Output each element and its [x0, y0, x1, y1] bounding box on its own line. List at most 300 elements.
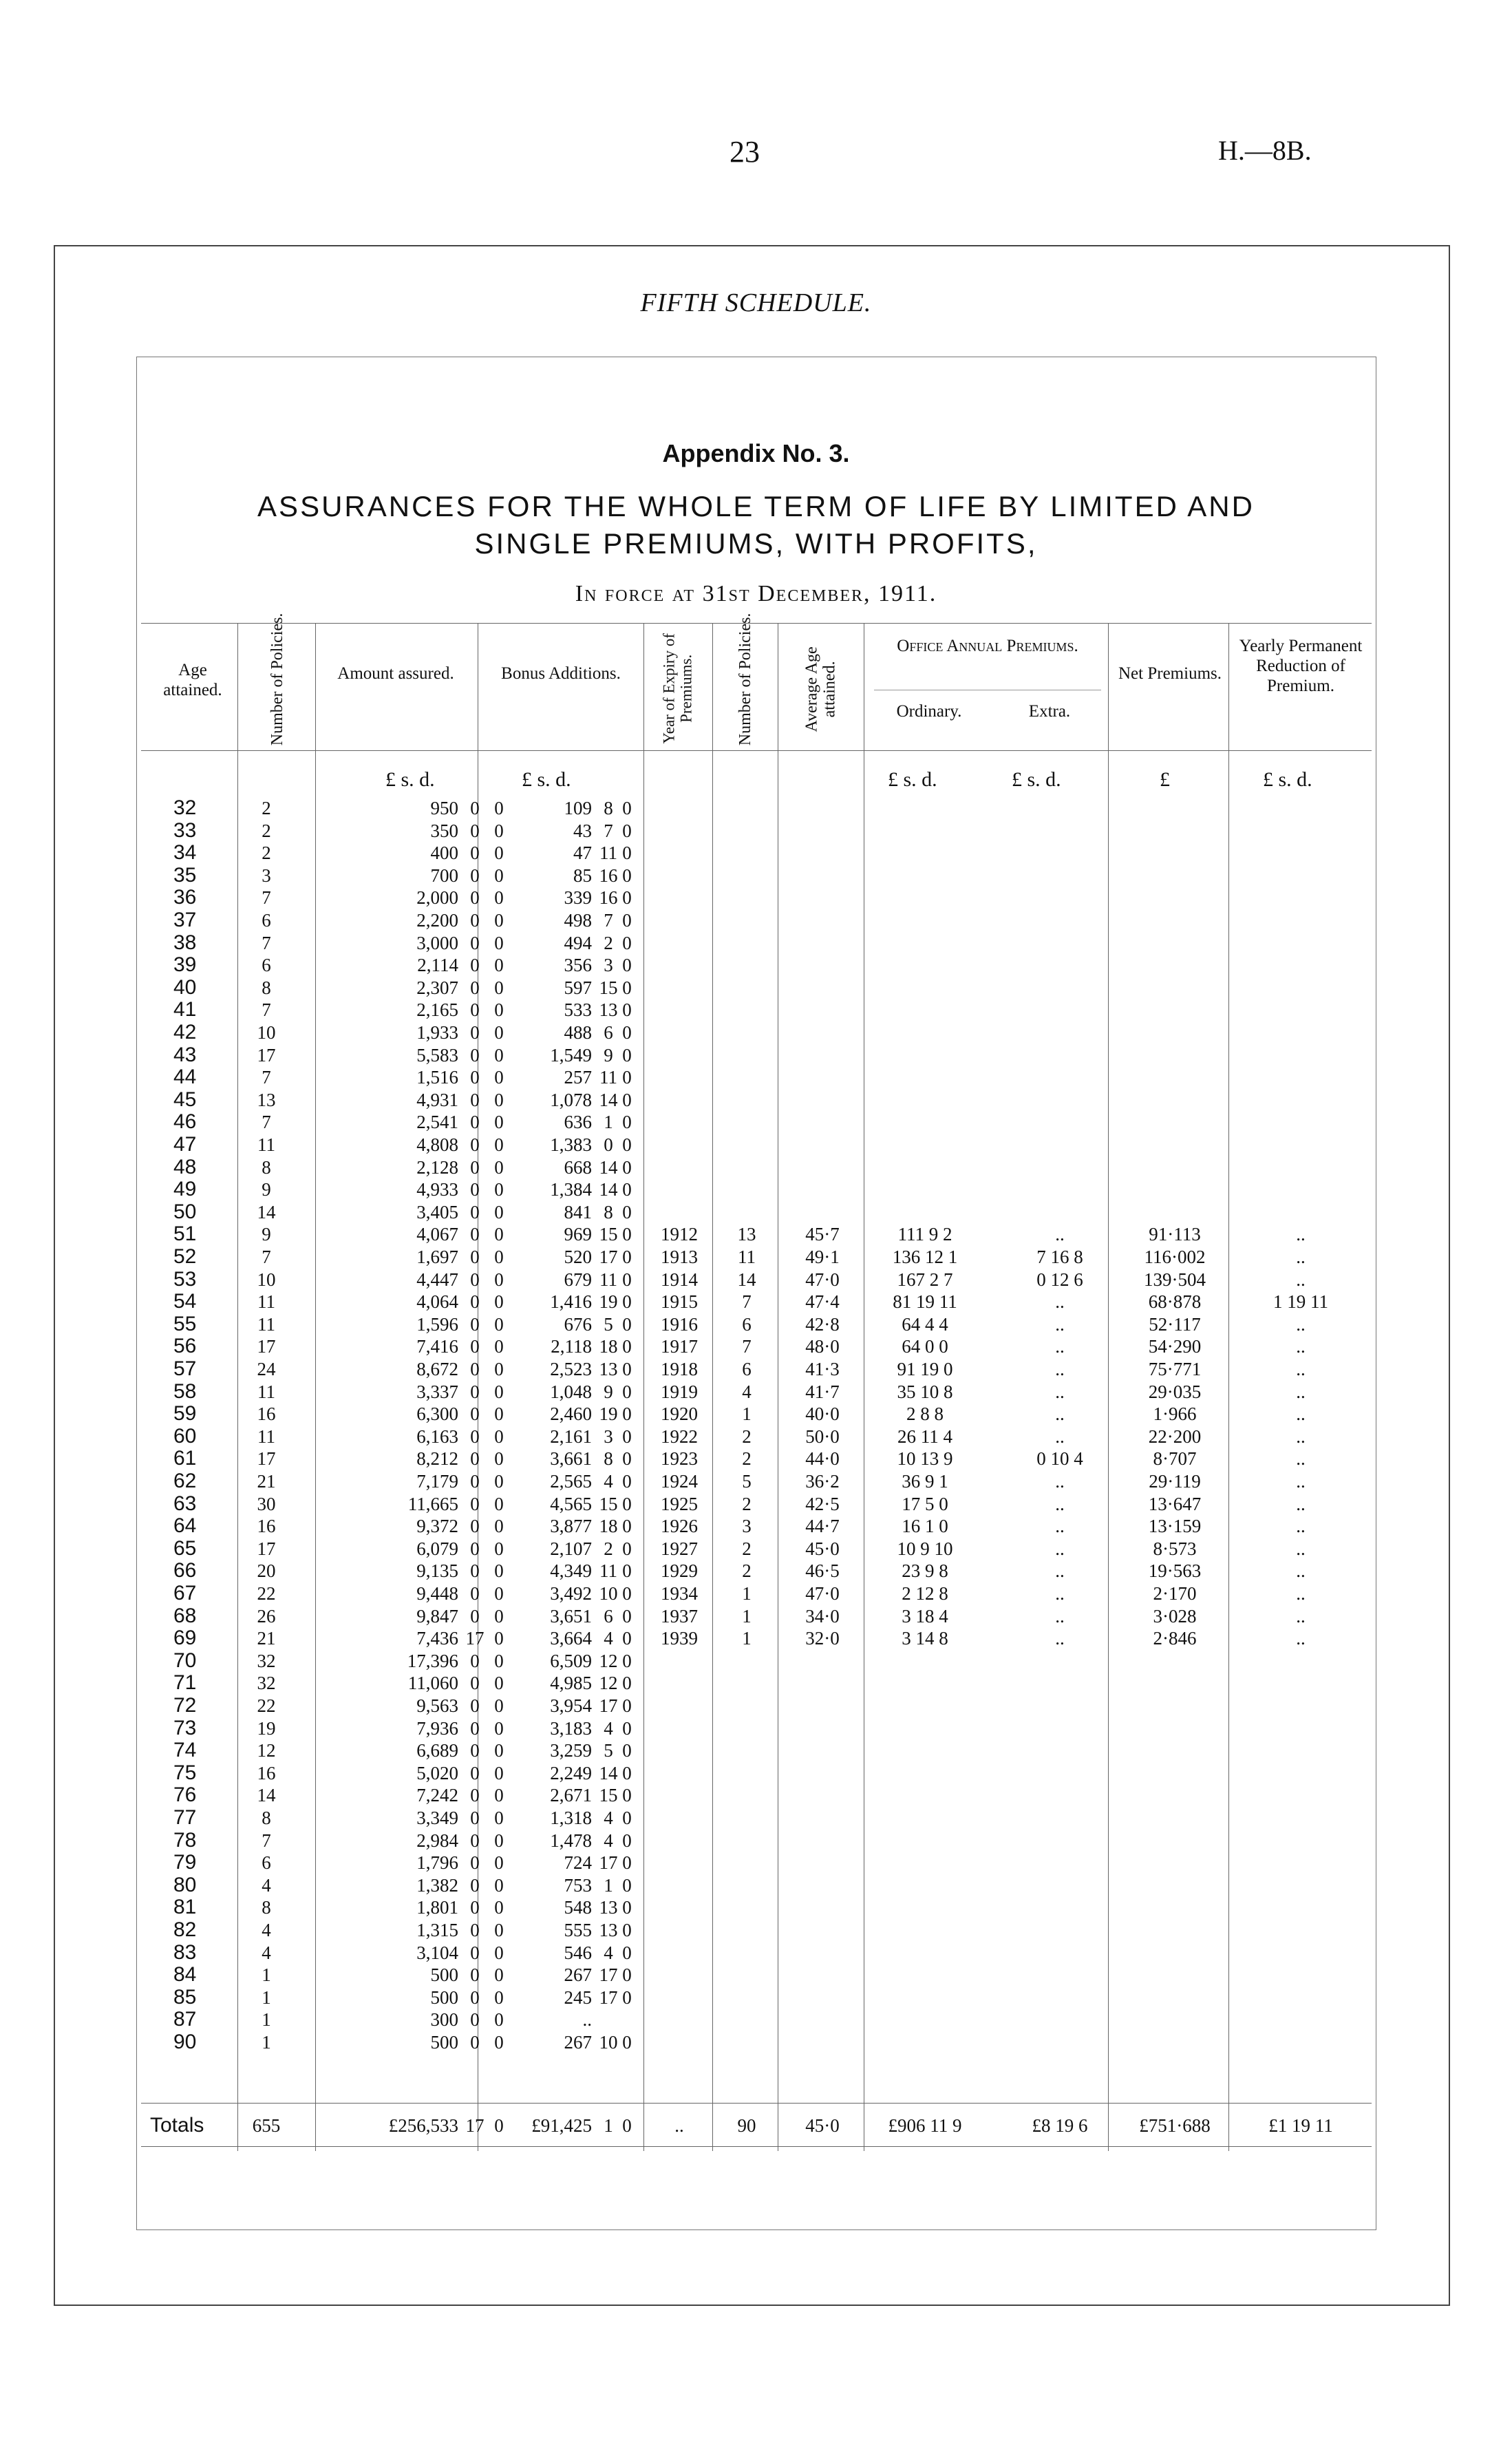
cell-bonus: 1,078: [550, 1089, 592, 1110]
cell-bonus-shillings: 17: [599, 1852, 618, 1874]
cell-bonus-shillings: 8: [604, 1448, 613, 1470]
table-row: [0, 1358, 1512, 1380]
table-row: [0, 932, 1512, 954]
cell-reduction: ..: [1296, 1516, 1306, 1537]
cell-amount-shillings: 0: [470, 1808, 480, 1828]
cell-bonus-shillings: 4: [604, 1942, 613, 1963]
bonus-units: £ s. d.: [522, 768, 571, 791]
cell-bonus: 339: [564, 887, 592, 909]
table-row: [0, 1156, 1512, 1178]
cell-net: 68·878: [1148, 1291, 1202, 1313]
cell-bonus-pence: 0: [622, 1964, 632, 1986]
cell-number-policies: 16: [257, 1516, 276, 1537]
table-row: [0, 1762, 1512, 1784]
cell-amount-pence: 0: [494, 1717, 504, 1739]
cell-number-policies: 9: [262, 1179, 271, 1200]
cell-bonus-pence: 0: [622, 1426, 632, 1447]
cell-year-expiry: 1927: [661, 1538, 698, 1559]
cell-bonus: 3,651: [550, 1605, 592, 1627]
cell-bonus-shillings: 13: [599, 1359, 618, 1379]
cell-bonus: 668: [564, 1156, 592, 1178]
cell-reduction: ..: [1296, 1247, 1306, 1267]
cell-number-policies: 8: [262, 1808, 271, 1828]
totals-bottom-rule: [141, 2146, 1372, 2147]
cell-bonus-shillings: 2: [604, 932, 613, 953]
cell-average-age: 45·0: [805, 1538, 840, 1559]
cell-bonus-pence: 0: [622, 1471, 632, 1492]
cell-amount: 400: [430, 843, 458, 864]
cell-amount-pence: 0: [494, 1022, 504, 1043]
cell-amount: 5,020: [416, 1762, 458, 1783]
cell-bonus: 2,671: [550, 1785, 592, 1806]
table-row: [0, 1291, 1512, 1313]
cell-amount-pence: 0: [494, 1156, 504, 1178]
cell-amount-pence: 0: [494, 1112, 504, 1133]
cell-net: 75·771: [1148, 1359, 1202, 1379]
cell-bonus-shillings: 19: [599, 1403, 618, 1425]
cell-bonus-shillings: 3: [604, 955, 613, 976]
table-row: [0, 1515, 1512, 1537]
cell-bonus: 1,048: [550, 1381, 592, 1402]
cell-bonus-pence: 0: [622, 1830, 632, 1851]
cell-number-policies: 17: [257, 1336, 276, 1357]
cell-net: 22·200: [1148, 1426, 1202, 1447]
cell-age: 81: [173, 1896, 197, 1919]
cell-bonus-shillings: 15: [599, 1785, 618, 1806]
cell-bonus-shillings: 17: [599, 1247, 618, 1267]
cell-bonus-shillings: 4: [604, 1808, 613, 1828]
table-row: [0, 797, 1512, 819]
table-row: [0, 1426, 1512, 1448]
cell-bonus-shillings: 17: [599, 1987, 618, 2008]
cell-bonus-shillings: 17: [599, 1964, 618, 1986]
table-row: [0, 999, 1512, 1021]
table-row: [0, 1134, 1512, 1156]
cell-bonus-pence: 0: [622, 999, 632, 1021]
cell-age: 49: [173, 1178, 197, 1201]
cell-bonus-pence: 0: [622, 1717, 632, 1739]
cell-bonus: 548: [564, 1897, 592, 1918]
cell-number-policies-2: 1: [742, 1583, 752, 1604]
cell-amount-pence: 0: [494, 865, 504, 886]
cell-reduction: ..: [1296, 1313, 1306, 1335]
cell-year-expiry: 1913: [661, 1247, 698, 1267]
cell-amount-pence: 0: [494, 1448, 504, 1470]
cell-number-policies: 1: [262, 2032, 271, 2053]
cell-age: 33: [173, 818, 197, 842]
cell-year-expiry: 1914: [661, 1269, 698, 1290]
cell-bonus: 724: [564, 1852, 592, 1874]
cell-bonus-shillings: 6: [604, 1022, 613, 1043]
cell-age: 41: [173, 998, 197, 1021]
cell-age: 50: [173, 1200, 197, 1223]
cell-bonus-shillings: 8: [604, 1201, 613, 1222]
cell-number-policies: 2: [262, 820, 271, 841]
cell-age: 36: [173, 886, 197, 909]
cell-bonus: 2,523: [550, 1359, 592, 1379]
cell-amount-pence: 0: [494, 1089, 504, 1110]
cell-amount-shillings: 0: [470, 932, 480, 953]
cell-net: 13·647: [1148, 1493, 1202, 1514]
totals-number-policies: 655: [252, 2115, 281, 2136]
cell-number-policies: 7: [262, 1067, 271, 1088]
cell-bonus-shillings: 10: [599, 2032, 618, 2053]
cell-bonus-shillings: 7: [604, 820, 613, 841]
cell-bonus-shillings: 18: [599, 1516, 618, 1537]
cell-bonus-pence: 0: [622, 1628, 632, 1649]
cell-year-expiry: 1929: [661, 1560, 698, 1582]
header-bonus-additions: Bonus Additions.: [501, 664, 621, 683]
cell-bonus: 3,259: [550, 1740, 592, 1761]
table-row: [0, 1111, 1512, 1133]
cell-age: 71: [173, 1671, 197, 1695]
cell-amount-pence: 0: [494, 1201, 504, 1222]
cell-year-expiry: 1934: [661, 1583, 698, 1604]
table-row: [0, 1089, 1512, 1111]
cell-reduction: ..: [1296, 1628, 1306, 1649]
cell-year-expiry: 1915: [661, 1291, 698, 1313]
cell-net: 3·028: [1153, 1605, 1197, 1627]
cell-bonus-pence: 0: [622, 1740, 632, 1761]
cell-amount-shillings: 0: [470, 1022, 480, 1043]
cell-bonus-shillings: 4: [604, 1830, 613, 1851]
cell-age: 68: [173, 1604, 197, 1627]
totals-average-age: 45·0: [805, 2115, 840, 2136]
cell-reduction: ..: [1296, 1381, 1306, 1402]
cell-amount: 9,372: [416, 1516, 458, 1537]
cell-amount-pence: 0: [494, 1426, 504, 1447]
cell-amount-pence: 0: [494, 1067, 504, 1088]
cell-net: 91·113: [1149, 1224, 1201, 1245]
table-row: [0, 1874, 1512, 1896]
cell-age: 60: [173, 1424, 197, 1448]
table-row: [0, 1381, 1512, 1403]
cell-amount-shillings: 0: [470, 1089, 480, 1110]
cell-age: 90: [173, 2031, 197, 2053]
cell-average-age: 46·5: [805, 1560, 840, 1582]
cell-amount-shillings: 0: [470, 820, 480, 841]
cell-bonus-shillings: 16: [599, 887, 618, 909]
header-number-policies: Number of Policies.: [268, 613, 286, 746]
cell-extra: ..: [1055, 1583, 1065, 1604]
cell-amount-shillings: 0: [470, 1156, 480, 1178]
cell-number-policies: 8: [262, 977, 271, 998]
cell-bonus-shillings: 11: [599, 1269, 617, 1290]
cell-bonus: 753: [564, 1874, 592, 1896]
cell-age: 46: [173, 1110, 197, 1134]
cell-age: 54: [173, 1290, 197, 1313]
cell-amount-shillings: 0: [470, 1695, 480, 1716]
table-row: [0, 2009, 1512, 2031]
cell-number-policies: 8: [262, 1156, 271, 1178]
cell-number-policies: 1: [262, 1964, 271, 1986]
cell-bonus-pence: 0: [622, 932, 632, 953]
cell-amount-pence: 0: [494, 955, 504, 976]
cell-number-policies-2: 3: [742, 1516, 752, 1537]
cell-number-policies: 9: [262, 1224, 271, 1245]
cell-age: 62: [173, 1470, 197, 1492]
cell-number-policies: 14: [257, 1785, 276, 1806]
cell-ordinary: 136 12 1: [892, 1247, 958, 1267]
cell-amount-pence: 0: [494, 1247, 504, 1267]
cell-year-expiry: 1922: [661, 1426, 698, 1447]
table-row: [0, 1066, 1512, 1088]
totals-bonus-pence: 0: [622, 2115, 632, 2136]
cell-bonus-pence: 0: [622, 1247, 632, 1267]
cell-number-policies-2: 6: [742, 1359, 752, 1379]
totals-bonus-shillings: 1: [604, 2115, 613, 2136]
table-row: [0, 1582, 1512, 1604]
cell-amount: 7,179: [416, 1471, 458, 1492]
cell-amount: 500: [430, 2032, 458, 2053]
cell-amount-shillings: 0: [470, 999, 480, 1021]
cell-amount: 4,447: [416, 1269, 458, 1290]
cell-bonus-shillings: 11: [599, 843, 617, 864]
cell-bonus-pence: 0: [622, 1269, 632, 1290]
cell-amount: 1,697: [416, 1247, 458, 1267]
cell-amount-pence: 0: [494, 887, 504, 909]
cell-number-policies: 13: [257, 1089, 276, 1110]
table-row: [0, 977, 1512, 999]
cell-reduction: 1 19 11: [1273, 1291, 1328, 1313]
cell-age: 35: [173, 863, 197, 887]
cell-bonus-shillings: 14: [599, 1762, 618, 1783]
table-row: [0, 1335, 1512, 1357]
cell-number-policies: 32: [257, 1650, 276, 1671]
cell-amount: 4,931: [416, 1089, 458, 1110]
cell-average-age: 44·7: [805, 1516, 840, 1537]
cell-amount-pence: 0: [494, 820, 504, 841]
cell-amount: 7,436: [416, 1628, 458, 1649]
cell-amount-shillings: 0: [470, 1785, 480, 1806]
cell-bonus-pence: 0: [622, 1381, 632, 1402]
cell-bonus-shillings: 16: [599, 865, 618, 886]
cell-amount-pence: 0: [494, 1942, 504, 1963]
table-row: [0, 887, 1512, 909]
cell-amount-pence: 0: [494, 2032, 504, 2053]
cell-amount-pence: 0: [494, 932, 504, 953]
cell-amount-shillings: 0: [470, 955, 480, 976]
cell-amount: 1,933: [416, 1022, 458, 1043]
cell-amount: 1,796: [416, 1852, 458, 1874]
cell-number-policies-2: 1: [742, 1605, 752, 1627]
cell-bonus-shillings: 13: [599, 999, 618, 1021]
cell-bonus-shillings: 8: [604, 798, 613, 818]
cell-bonus-shillings: 9: [604, 1044, 613, 1066]
cell-year-expiry: 1917: [661, 1336, 698, 1357]
cell-amount: 6,300: [416, 1403, 458, 1425]
cell-bonus: 2,161: [550, 1426, 592, 1447]
table-row: [0, 1605, 1512, 1627]
cell-bonus: 498: [564, 910, 592, 931]
cell-bonus-shillings: 3: [604, 1426, 613, 1447]
cell-amount: 2,200: [416, 910, 458, 931]
cell-number-policies: 4: [262, 1942, 271, 1963]
cell-age: 65: [173, 1536, 197, 1560]
totals-amount-shillings: 17: [465, 2115, 485, 2136]
cell-bonus-pence: 0: [622, 1583, 632, 1604]
cell-bonus: 1,384: [550, 1179, 592, 1200]
totals-amount: £256,533: [388, 2115, 458, 2136]
header-average-age: Average Age attained.: [802, 646, 839, 732]
cell-extra: ..: [1055, 1605, 1065, 1627]
cell-amount-shillings: 0: [470, 1560, 480, 1582]
cell-bonus-shillings: 15: [599, 1224, 618, 1245]
net-units: £: [1160, 768, 1170, 791]
totals-row: [0, 2115, 1512, 2137]
cell-amount-pence: 0: [494, 1673, 504, 1694]
cell-age: 47: [173, 1133, 197, 1156]
cell-year-expiry: 1918: [661, 1359, 698, 1379]
cell-bonus-shillings: 10: [599, 1583, 618, 1604]
header-ordinary: Ordinary.: [896, 702, 962, 721]
cell-amount-shillings: 0: [470, 1897, 480, 1918]
cell-bonus-pence: 0: [622, 1313, 632, 1335]
cell-average-age: 47·4: [805, 1291, 840, 1313]
cell-number-policies: 1: [262, 2009, 271, 2031]
cell-bonus: 2,249: [550, 1762, 592, 1783]
cell-number-policies-2: 7: [742, 1291, 752, 1313]
cell-amount-pence: 0: [494, 1134, 504, 1155]
totals-amount-pence: 0: [494, 2115, 504, 2136]
cell-number-policies: 6: [262, 1852, 271, 1874]
cell-bonus-pence: 0: [622, 1762, 632, 1783]
cell-number-policies: 1: [262, 1987, 271, 2008]
header-year-expiry: Year of Expiry of Premiums.: [660, 633, 695, 744]
cell-amount: 4,933: [416, 1179, 458, 1200]
cell-extra: ..: [1055, 1313, 1065, 1335]
cell-extra: ..: [1055, 1516, 1065, 1537]
cell-number-policies: 11: [257, 1426, 275, 1447]
cell-bonus: 43: [573, 820, 592, 841]
table-top-rule: [141, 623, 1372, 624]
cell-extra: ..: [1055, 1403, 1065, 1425]
cell-bonus: 6,509: [550, 1650, 592, 1671]
cell-average-age: 45·7: [805, 1224, 840, 1245]
cell-reduction: ..: [1296, 1359, 1306, 1379]
cell-average-age: 32·0: [805, 1628, 840, 1649]
cell-bonus: 2,107: [550, 1538, 592, 1559]
cell-net: 19·563: [1148, 1560, 1202, 1582]
cell-amount-pence: 0: [494, 1695, 504, 1716]
cell-number-policies-2: 11: [738, 1247, 756, 1267]
cell-ordinary: 17 5 0: [902, 1493, 948, 1514]
cell-amount-shillings: 0: [470, 1852, 480, 1874]
cell-year-expiry: 1923: [661, 1448, 698, 1470]
cell-amount-shillings: 0: [470, 1336, 480, 1357]
table-row: [0, 1044, 1512, 1066]
cell-amount-shillings: 0: [470, 865, 480, 886]
cell-number-policies: 4: [262, 1920, 271, 1940]
cell-amount: 4,808: [416, 1134, 458, 1155]
table-row: [0, 2031, 1512, 2053]
cell-year-expiry: 1924: [661, 1471, 698, 1492]
cell-bonus: 1,478: [550, 1830, 592, 1851]
cell-amount-shillings: 0: [470, 843, 480, 864]
cell-age: 38: [173, 931, 197, 954]
cell-bonus-shillings: 5: [604, 1313, 613, 1335]
cell-amount: 3,349: [416, 1808, 458, 1828]
cell-year-expiry: 1939: [661, 1628, 698, 1649]
cell-bonus: 597: [564, 977, 592, 998]
cell-amount-pence: 0: [494, 1224, 504, 1245]
cell-bonus-pence: 0: [622, 1156, 632, 1178]
cell-age: 66: [173, 1559, 197, 1582]
cell-age: 83: [173, 1940, 197, 1964]
cell-bonus-pence: 0: [622, 1493, 632, 1514]
cell-age: 79: [173, 1851, 197, 1874]
cell-reduction: ..: [1296, 1471, 1306, 1492]
cell-net: 29·119: [1149, 1471, 1201, 1492]
cell-number-policies-2: 13: [737, 1224, 756, 1245]
cell-age: 45: [173, 1088, 197, 1111]
cell-amount-pence: 0: [494, 1650, 504, 1671]
cell-amount-pence: 0: [494, 1852, 504, 1874]
cell-amount-shillings: 0: [470, 1381, 480, 1402]
cell-age: 77: [173, 1806, 197, 1829]
table-row: [0, 1021, 1512, 1044]
cell-amount-pence: 0: [494, 1740, 504, 1761]
cell-bonus-shillings: 5: [604, 1740, 613, 1761]
cell-ordinary: 26 11 4: [897, 1426, 952, 1447]
cell-bonus: 4,565: [550, 1493, 592, 1514]
cell-bonus: 3,954: [550, 1695, 592, 1716]
cell-bonus-shillings: 1: [604, 1112, 613, 1133]
cell-net: 52·117: [1149, 1313, 1201, 1335]
table-row: [0, 820, 1512, 842]
cell-amount-shillings: 0: [470, 1830, 480, 1851]
cell-ordinary: 91 19 0: [897, 1359, 953, 1379]
cell-amount-shillings: 0: [470, 1516, 480, 1537]
cell-age: 56: [173, 1335, 197, 1358]
cell-number-policies: 11: [257, 1291, 275, 1313]
cell-amount: 950: [430, 798, 458, 818]
cell-reduction: ..: [1296, 1493, 1306, 1514]
cell-amount: 1,315: [416, 1920, 458, 1940]
cell-bonus: 4,349: [550, 1560, 592, 1582]
table-row: [0, 865, 1512, 887]
cell-amount-shillings: 0: [470, 887, 480, 909]
cell-amount-shillings: 0: [470, 1448, 480, 1470]
cell-age: 63: [173, 1492, 197, 1515]
table-row: [0, 1650, 1512, 1672]
cell-extra: ..: [1055, 1538, 1065, 1559]
cell-age: 59: [173, 1402, 197, 1426]
table-row: [0, 1830, 1512, 1852]
cell-bonus: 257: [564, 1067, 592, 1088]
cell-bonus-shillings: 4: [604, 1628, 613, 1649]
cell-number-policies: 17: [257, 1538, 276, 1559]
cell-bonus-shillings: 1: [604, 1874, 613, 1896]
cell-number-policies: 21: [257, 1471, 276, 1492]
cell-amount: 7,936: [416, 1717, 458, 1739]
cell-year-expiry: 1926: [661, 1516, 698, 1537]
cell-amount: 11,060: [407, 1673, 458, 1694]
cell-bonus-shillings: 11: [599, 1067, 617, 1088]
cell-average-age: 50·0: [805, 1426, 840, 1447]
cell-amount-shillings: 0: [470, 1403, 480, 1425]
table-row: [0, 1717, 1512, 1739]
cell-amount-shillings: 0: [470, 1112, 480, 1133]
cell-amount: 2,114: [417, 955, 458, 976]
table-row: [0, 1269, 1512, 1291]
cell-average-age: 48·0: [805, 1336, 840, 1357]
cell-bonus-pence: 0: [622, 955, 632, 976]
cell-bonus: 1,416: [550, 1291, 592, 1313]
cell-bonus-shillings: 17: [599, 1695, 618, 1716]
cell-number-policies-2: 5: [742, 1471, 752, 1492]
cell-bonus-pence: 0: [622, 1785, 632, 1806]
